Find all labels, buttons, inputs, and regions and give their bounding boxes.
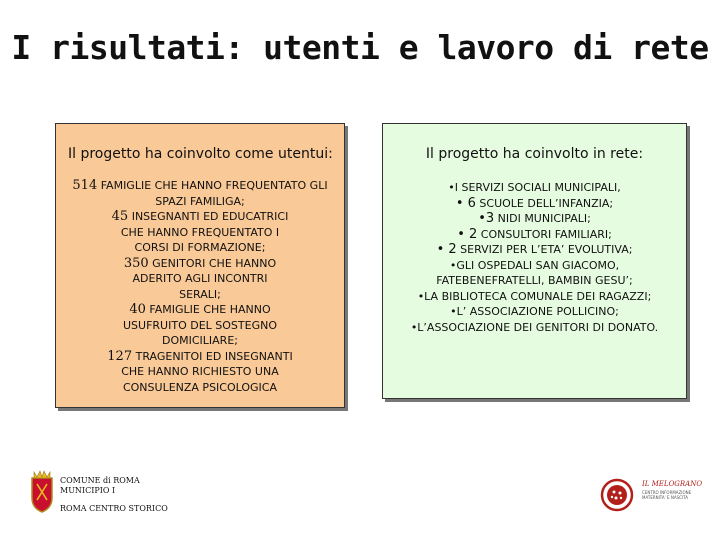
network-list — [383, 180, 686, 335]
crest-icon — [28, 470, 56, 514]
list-item — [383, 242, 686, 258]
list-item — [56, 302, 344, 349]
list-item — [383, 196, 686, 212]
list-item — [383, 304, 686, 320]
list-item — [383, 289, 686, 305]
item-text: •LA BIBLIOTECA COMUNALE DEI RAGAZZI; — [417, 289, 652, 303]
list-item — [383, 180, 686, 196]
melograno-subtitle: CENTRO INFORMAZIONE MATERNITA' E NASCITA — [642, 490, 692, 500]
list-item — [56, 256, 344, 303]
list-item — [383, 211, 686, 227]
users-heading: Il progetto ha coinvolto come utentui: — [68, 146, 333, 162]
item-number: •3 — [478, 211, 495, 226]
item-number: 127 — [107, 348, 133, 364]
comune-line3: ROMA CENTRO STORICO — [60, 504, 168, 513]
slide-title: I risultati: utenti e lavoro di rete — [11, 28, 709, 67]
list-item — [383, 227, 686, 243]
item-text: CONSULTORI FAMILIARI; — [477, 227, 612, 241]
comune-line2: MUNICIPIO I — [60, 486, 116, 495]
list-item — [383, 320, 686, 336]
item-text: FAMIGLIE CHE HANNO FREQUENTATO GLI SPAZI FAMILIGA; — [97, 179, 328, 208]
item-number: • 2 — [457, 226, 478, 242]
item-number: 45 — [111, 209, 129, 224]
item-text: •L’ASSOCIAZIONE DEI GENITORI DI DONATO. — [410, 320, 659, 334]
network-heading: Il progetto ha coinvolto in rete: — [425, 146, 644, 162]
pomegranate-icon — [600, 478, 634, 512]
item-text: •L’ ASSOCIAZIONE POLLICINO; — [450, 305, 619, 318]
list-item — [383, 258, 686, 289]
item-number: 514 — [72, 178, 98, 193]
item-text: GENITORI CHE HANNO ADERITO AGLI INCONTRI SERALI; — [132, 256, 277, 301]
item-number: 350 — [123, 255, 149, 271]
item-text: TRAGENITOI ED INSEGNANTI CHE HANNO RICHIESTO UNA CONSULENZA PSICOLOGICA — [121, 349, 293, 394]
network-box — [382, 123, 687, 399]
item-text: •GLI OSPEDALI SAN GIACOMO, FATEBENEFRATELLI, BAMBIN GESU’; — [436, 258, 633, 287]
item-text: SERVIZI PER L’ETA’ EVOLUTIVA; — [456, 243, 633, 256]
item-text: •I SERVIZI SOCIALI MUNICIPALI, — [448, 181, 621, 194]
comune-line1: COMUNE di ROMA — [60, 476, 140, 485]
item-text: FAMIGLIE CHE HANNO USUFRUITO DEL SOSTEGNO DOMICILIARE; — [123, 303, 277, 347]
melograno-name: IL MELOGRANO — [642, 480, 703, 488]
item-number: • 6 — [455, 195, 476, 211]
item-number: 40 — [129, 302, 146, 317]
users-box — [55, 123, 345, 408]
list-item — [56, 349, 344, 396]
item-text: SCUOLE DELL’INFANZIA; — [475, 196, 614, 210]
item-number: • 2 — [436, 242, 457, 257]
list-item — [56, 178, 344, 209]
item-text: NIDI MUNICIPALI; — [494, 212, 591, 225]
item-text: INSEGNANTI ED EDUCATRICI CHE HANNO FREQUENTATO I CORSI DI FORMAZIONE; — [120, 210, 289, 254]
users-list — [56, 178, 344, 395]
list-item — [56, 209, 344, 256]
